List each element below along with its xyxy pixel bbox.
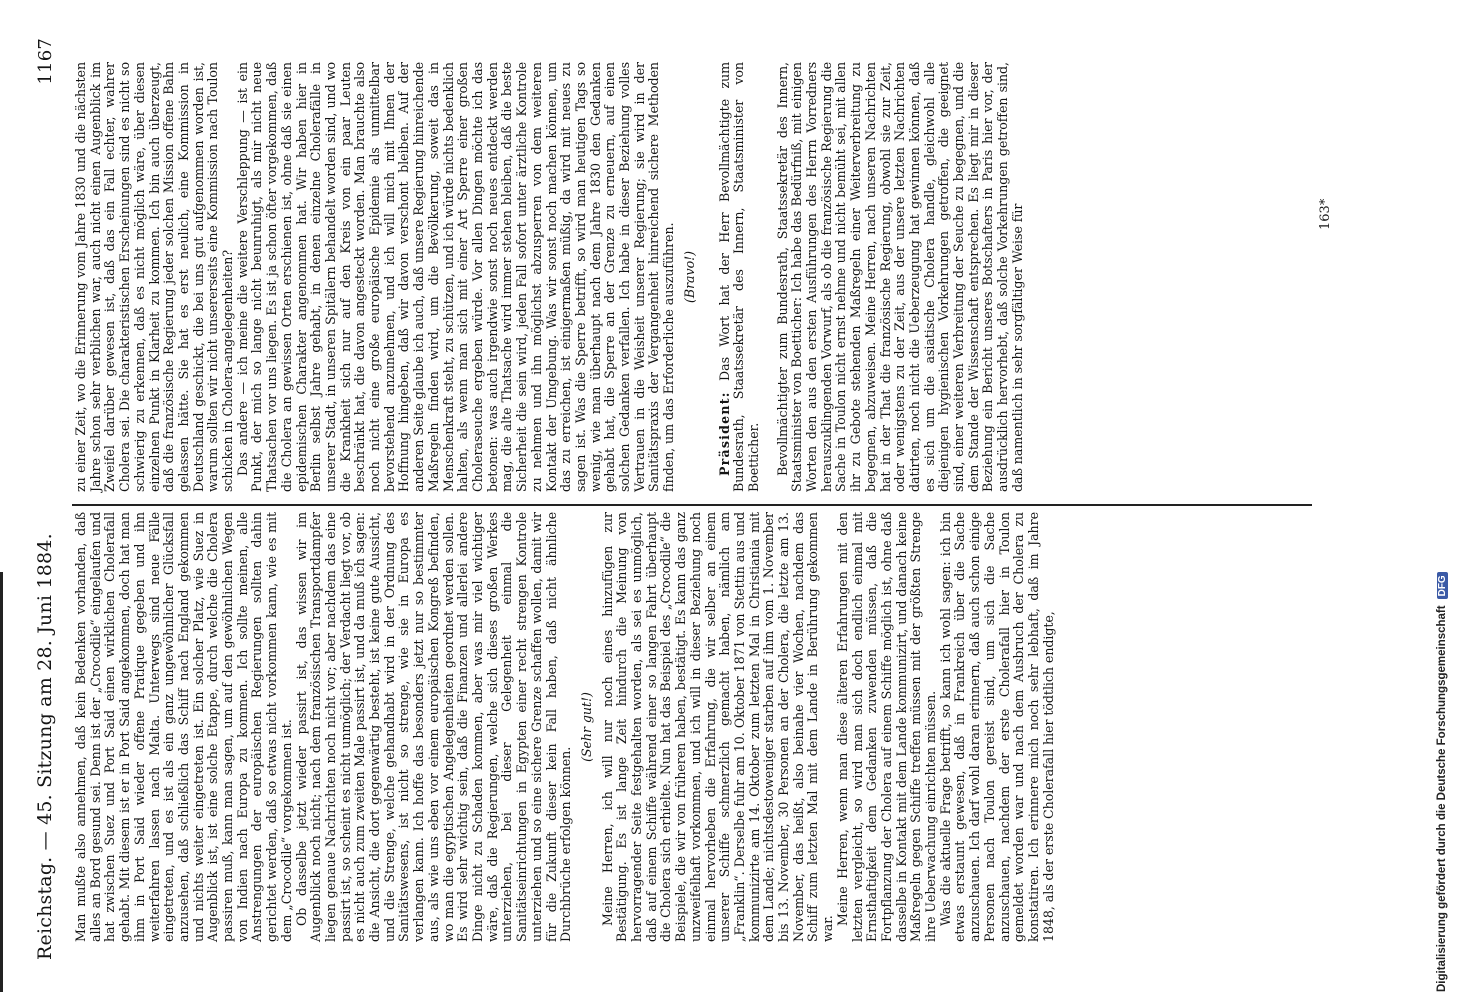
paragraph: Man mußte also annehmen, daß kein Bedenken vorhanden, daß alles an Bord gesund sei. Denn ist der „Crocodile“ eingelaufen und hat zwischen Suez und Port Said einen wirklichen Cholerafall gehabt. Mit diesem ist er in Port Said angekommen, doch hat man ihm in Port Said wieder offene Pratique gegeben und ihn weiterfahren lassen nach Malta. Unterwegs sind neue Fälle eingetreten, und es ist als ein ganz ungewöhnlicher Glücksfall anzusehen, daß schließlich das Schiff nach England gekommen und nichts weiter eingetreten ist. Ein solcher Platz, wie Suez in Augenblick ist, ist eine solche Etappe, durch welche die Cholera passiren muß, kann man sagen, um auf den gewöhnlichen Wegen von Indien nach Europa zu kommen. Ich sollte meinen, alle Anstrengungen der europäischen Regierungen sollten dahin gerichtet werden, daß so etwas nicht vorkommen kann, wie es mit dem „Crocodile“ vorgekommen ist.: [73, 512, 294, 942]
running-title: Reichstag. — 45. Sitzung am 28. Juni 1884.: [34, 533, 56, 960]
speaker-label: Präsident:: [716, 391, 732, 476]
dfg-logo: DFG: [1437, 572, 1448, 599]
paragraph: Bevollmächtigter zum Bundesrath, Staatssekretär des Innern, Staatsminister von Boetticher: Ich habe das Bedürfniß, mit einigen Worten den aus den ersten Ausführungen des Herrn Vorredners herauszuklingenden Vorwurf, als ob die französische Regierung die Sache in Toulon nicht ernst nehme und nicht bemüht sei, mit allen ihr zu Gebote stehenden Maßregeln einer Weiterverbreitung zu begegnen, abzuweisen. Meine Herren, nach unseren Nachrichten hat in der That die französische Regierung, obwohl sie zur Zeit, oder wenigstens zu der Zeit, aus der unsere letzten Nachrichten datirten, noch nicht die Ueberzeugung hat gewinnen können, daß es sich um die asiatische Cholera handle, gleichwohl alle diejenigen hygienischen Vorkehrungen getroffen, die geeignet sind, einer weiteren Verbreitung der Seuche zu begegnen, und die dem Stande der Wissenschaft entsprechen. Es liegt mir in dieser Beziehung ein Bericht unseres Botschafters in Paris hier vor, der ausdrücklich hervorhebt, daß solche Vorkehrungen getroffen sind, daß namentlich in sehr sorgfältiger Weise für: [774, 62, 1025, 492]
paragraph: Das andere — ich meine die weitere Verschleppung — ist ein Punkt, der mich so lange nicht beunruhigt, als mir nicht neue Thatsachen vor uns liegen. Es ist ja schon öfter vorgekommen, daß die Cholera an gewissen Orten erschienen ist, ohne daß sie einen epidemischen Charakter angenommen hat. Wir haben hier in Berlin selbst Jahre gehabt, in denen einzelne Cholerafälle in unserer Stadt, in unseren Spitälern behandelt worden sind, und wo die Krankheit sich nur auf den Kreis von ein paar Leuten beschränkt hat, die davon angesteckt worden. Man brauchte also noch nicht eine große europäische Epidemie als unmittelbar bevorstehend anzunehmen, und ich will mich mit Ihnen der Hoffnung hingeben, daß wir davon verschont bleiben. Auf der anderen Seite glaube ich auch, daß unsere Regierung hinreichende Maßregeln finden wird, um die Bevölkerung, soweit das in Menschenkraft steht, zu schützen, und ich würde nichts bedenklich halten, als wenn man sich mit einer Art Sperre einer großen Choleraseuche ergeben würde. Vor allen Dingen möchte ich das betonen: was auch irgendwie sonst noch neues entdeckt werden mag, die alte Thatsache wird immer stehen bleiben, daß die beste Sicherheit die sein wird, jeden Fall sofort unter ärztliche Kontrole zu nehmen und ihn möglichst abzusperren von dem weiteren Kontakt der Umgebung. Was wir sonst noch machen können, um das zu erreichen, ist einigermaßen müßig, da wird mit neues zu sagen ist. Was die Sperre betrifft, so wird man heutigen Tags so wenig, wie man überhaupt nach dem Jahre 1830 den Gedanken gehabt hat, die Sperre an der Grenze zu erneuern, auf einen solchen Gedanken verfallen. Ich habe in dieser Beziehung volles Vertrauen in die Weisheit unserer Regierung; sie wird in der Sanitätspraxis der Vergangenheit hinreichend sichere Methoden finden, um das Erforderliche auszuführen.: [234, 62, 677, 492]
left-column: [74, 512, 1310, 942]
speech-text: Das Wort hat der Herr Bevollmächtigte zum Bundesrath, Staatssekretär des Innern, Staatsminister von Boetticher.: [716, 62, 761, 492]
page-number: 1167: [35, 38, 56, 85]
applause-note: (Bravo!): [681, 251, 697, 303]
paragraph: Ob dasselbe jetzt wieder passirt ist, das wissen wir im Augenblick noch nicht; nach dem französischen Transportdampfer liegen genaue Nachrichten noch nicht vor; aber nachdem das eine passirt ist, so scheint es nicht unmöglich; der Verdacht liegt vor, ob es nicht auch zum zweiten Male passirt ist, und da muß ich sagen: die Ansicht, die dort gegenwärtig besteht, ist keine gute Aussicht, und die Strenge, welche gehandhabt wird in der Ordnung des Sanitätswesens, ist nicht so strenge, wie sie in Europa es verlangen kann. Ich hoffe das besonders jetzt nur so bestimmter aus, als wie uns eben vor einem europäischen Kongreß befinden, wo man die egyptischen Angelegenheiten geordnet werden sollen. Es wird sehr wichtig sein, daß die Finanzen und allerlei andere Dinge nicht zu Schaden kommen, aber was mir viel wichtiger wäre, daß die Regierungen, welche sich dieses großen Werkes unterziehen, bei dieser Gelegenheit einmal die Sanitätseinrichtungen in Egypten einer recht strengen Kontrole unterziehen und so eine sichere Grenze schaffen wollen, damit wir für die Zukunft dieser kein Fall haben, daß nicht ähnliche Durchbrüche erfolgen können.: [293, 512, 574, 942]
paragraph: Was die aktuelle Frage betrifft, so kann ich wohl sagen: ich bin etwas erstaunt gewesen, daß in Frankreich über die Sache anzuschauen. Ich darf wohl daran erinnern, daß auch schon einige Personen nach Toulon gereist sind, um sich die Sache anzuschauen, nachdem der erste Cholerafall hier in Toulon gemeldet worden war und nach dem Ausbruch der Cholera zu konstatiren. Ich erinnere mich noch sehr lebhaft, daß im Jahre 1848, als der erste Cholerafall hier tödtlich endigte,: [937, 512, 1056, 942]
page-header: [34, 38, 64, 960]
digitization-sidebar: [1346, 8, 1448, 992]
digitization-credit: [1402, 8, 1482, 992]
paragraph: [718, 62, 762, 492]
column-divider: [72, 504, 1312, 506]
signature-mark: 163*: [1318, 198, 1333, 230]
paragraph: Meine Herren, wenn man diese älteren Erfahrungen mit den letzten vergleicht, so wird man sich doch endlich einmal mit Ernsthaftigkeit dem Gedanken zuwenden müssen, daß die Fortpflanzung der Cholera auf einem Schiffe möglich ist, ohne daß dasselbe in Kontakt mit dem Lande kommunizirt, und danach keine Maßregeln gegen Schiffe treffen müssen mit der größten Strenge ihre Ueberwachung einrichten müssen.: [834, 512, 939, 942]
credit-text: Digitalisierung gefördert durch die Deutsche Forschungsgemeinschaft: [1436, 605, 1448, 992]
top-rule: [0, 572, 3, 992]
right-column: [74, 62, 1310, 492]
paragraph: Meine Herren, ich will nur noch eines hinzufügen zur Bestätigung. Es ist lange Zeit hindurch die Meinung von hervorragender Seite festgehalten worden, als sei es unmöglich, daß auf einem Schiffe während einer so langen Fahrt überhaupt die Cholera sich erhielte. Nun hat das Beispiel des „Crocodile“ die Beispiele, die wir von früheren haben, bestätigt. Es kann das ganz unzweifelhaft vorkommen, und ich will in dieser Beziehung noch einmal hervorheben die Erfahrung, die wir selber an einem unserer Schiffe schmerzlich gemacht haben, nämlich am „Franklin“. Derselbe fuhr am 10. Oktober 1871 von Stettin aus und kommunizirte am 14. Oktober zum letzten Mal in Christiania mit dem Lande; nichtsdestoweniger starben auf ihm vom 1. November bis 13. November, 30 Personen an der Cholera, die letzte am 13. November, das heißt, also beinahe vier Wochen, nachdem das Schiff zum letzten Mal mit dem Lande in Berührung gekommen war.: [599, 512, 836, 942]
paragraph: zu einer Zeit, wo die Erinnerung vom Jahre 1830 und die nächsten Jahre schon sehr verblichen war, auch nicht einen Augenblick im Zweifel darüber gewesen ist, daß das ein Fall echter, wahrer Cholera sei. Die charakteristischen Erscheinungen sind es nicht so schwierig zu erkennen, daß es nicht möglich wäre, über diesen einzelnen Punkt in Klarheit zu kommen. Ich bin auch überzeugt, daß die französische Regierung jeder solchen Mission offene Bahn gelassen hätte. Sie hat es erst neulich, eine Kommission in Deutschland geschickt, die bei uns gut aufgenommen worden ist, warum sollten wir nicht unsererseits eine Kommission nach Toulon schicken in Cholera-angelegenheiten?: [73, 62, 236, 492]
applause-note: (Sehr gut!): [578, 692, 594, 762]
